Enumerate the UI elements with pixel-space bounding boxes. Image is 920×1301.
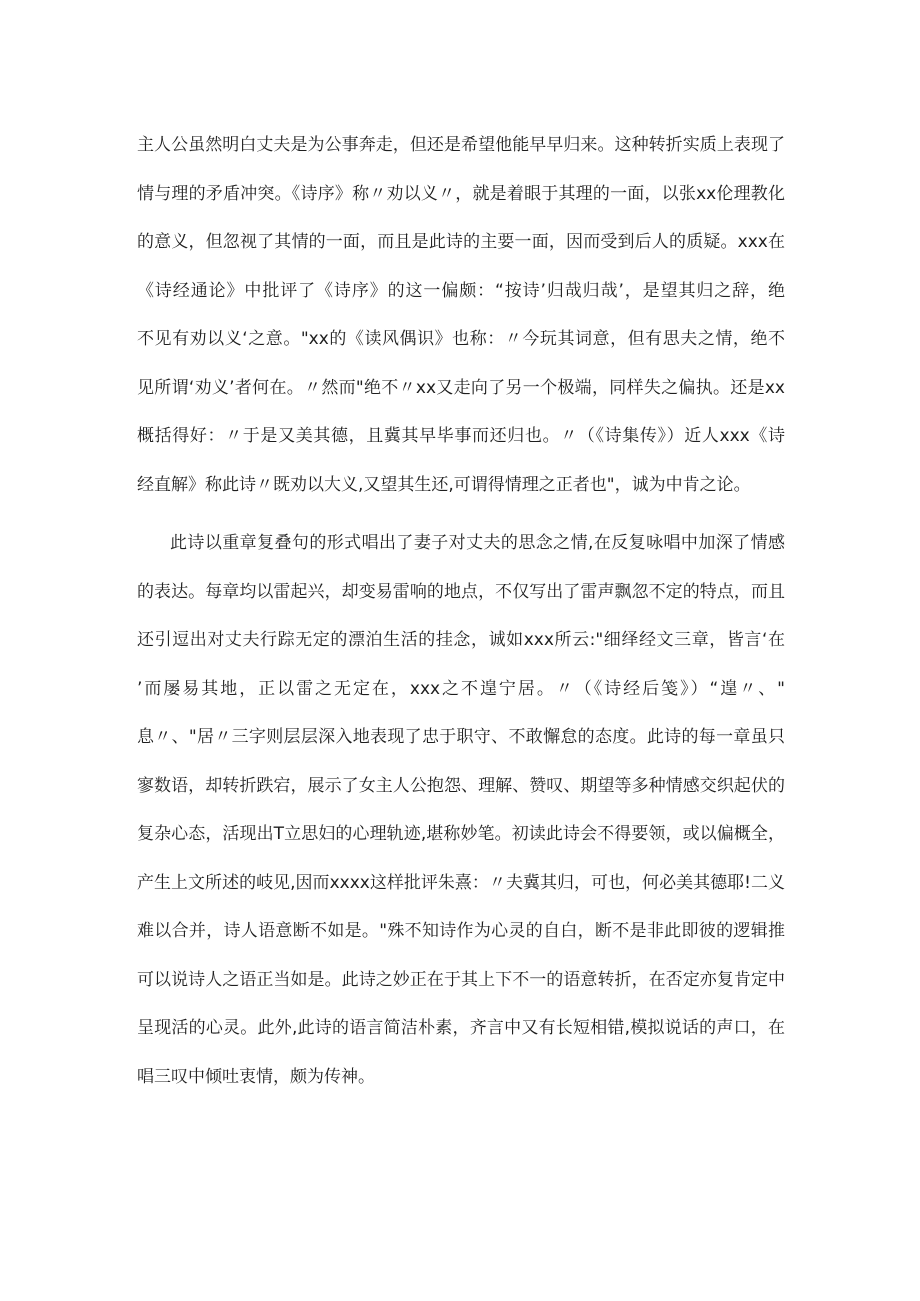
text-line: 的意义，但忽视了其情的一面，而且是此诗的主要一面，因而受到后人的质疑。xxx在 xyxy=(137,232,785,252)
text-line: 产生上文所述的岐见,因而xxxx这样批评朱熹：〃夫冀其归，可也，何必美其德耶!二义 xyxy=(137,872,785,893)
text-line: 复杂心态，活现出T立思妇的心理轨迹,堪称妙笔。初读此诗会不得要领，或以偏概全， xyxy=(137,824,785,844)
text-line: 主人公虽然明白丈夫是为公事奔走，但还是希望他能早早归来。这种转折实质上表现了 xyxy=(137,135,785,155)
text-line: 的表达。每章均以雷起兴，却变易雷响的地点，不仅写出了雷声飘忽不定的特点，而且 xyxy=(137,581,785,602)
paragraph-1 xyxy=(137,121,785,509)
text-line: 寥数语，却转折跌宕，展示了女主人公抱怨、理解、赞叹、期望等多种情感交织起伏的 xyxy=(137,775,785,796)
text-line: 难以合并，诗人语意断不如是。"殊不知诗作为心灵的自白，断不是非此即彼的逻辑推 xyxy=(137,921,785,941)
text-line: 经直解》称此诗〃既劝以大义,又望其生还,可谓得情理之正者也"，诚为中肯之论。 xyxy=(137,474,751,495)
text-line: 呈现活的心灵。此外,此诗的语言简洁朴素，齐言中又有长短相错,模拟说话的声口，在 xyxy=(137,1018,785,1038)
text-line: 唱三叹中倾吐衷情，颇为传神。 xyxy=(137,1066,375,1087)
text-line: 概括得好：〃于是又美其德，且冀其早毕事而还归也。〃（《诗集传》）近人xxx《诗 xyxy=(137,426,785,446)
text-line: 还引逗出对丈夫行踪无定的漂泊生活的挂念，诚如xxx所云:"细绎经文三章，皆言‘在 xyxy=(137,630,785,650)
text-line: 息〃、"居〃三字则层层深入地表现了忠于职守、不敢懈怠的态度。此诗的每一章虽只 xyxy=(137,727,785,747)
text-line: 可以说诗人之语正当如是。此诗之妙正在于其上下不一的语意转折，在否定亦复肯定中 xyxy=(137,969,785,990)
document-body xyxy=(137,121,785,1101)
text-line: 不见有劝以义‘之意。"xx的《读风偶识》也称：〃今玩其词意，但有思夫之情，绝不 xyxy=(137,329,785,349)
text-line: 此诗以重章复叠句的形式唱出了妻子对丈夫的思念之情,在反复咏唱中加深了情感 xyxy=(170,533,785,553)
text-line: ’而屡易其地，正以雷之无定在，xxx之不遑宁居。〃（《诗经后笺》）“遑〃、" xyxy=(137,678,785,699)
paragraph-2 xyxy=(137,519,785,1101)
text-line: 见所谓‘劝义’者何在。〃然而"绝不〃xx又走向了另一个极端，同样失之偏执。还是xx xyxy=(137,377,785,398)
text-line: 情与理的矛盾冲突。《诗序》称〃劝以义〃，就是着眼于其理的一面，以张xx伦理教化 xyxy=(137,183,785,204)
text-line: 《诗经通论》中批评了《诗序》的这一偏颇：“按诗’归哉归哉’，是望其归之辞，绝 xyxy=(137,280,785,301)
